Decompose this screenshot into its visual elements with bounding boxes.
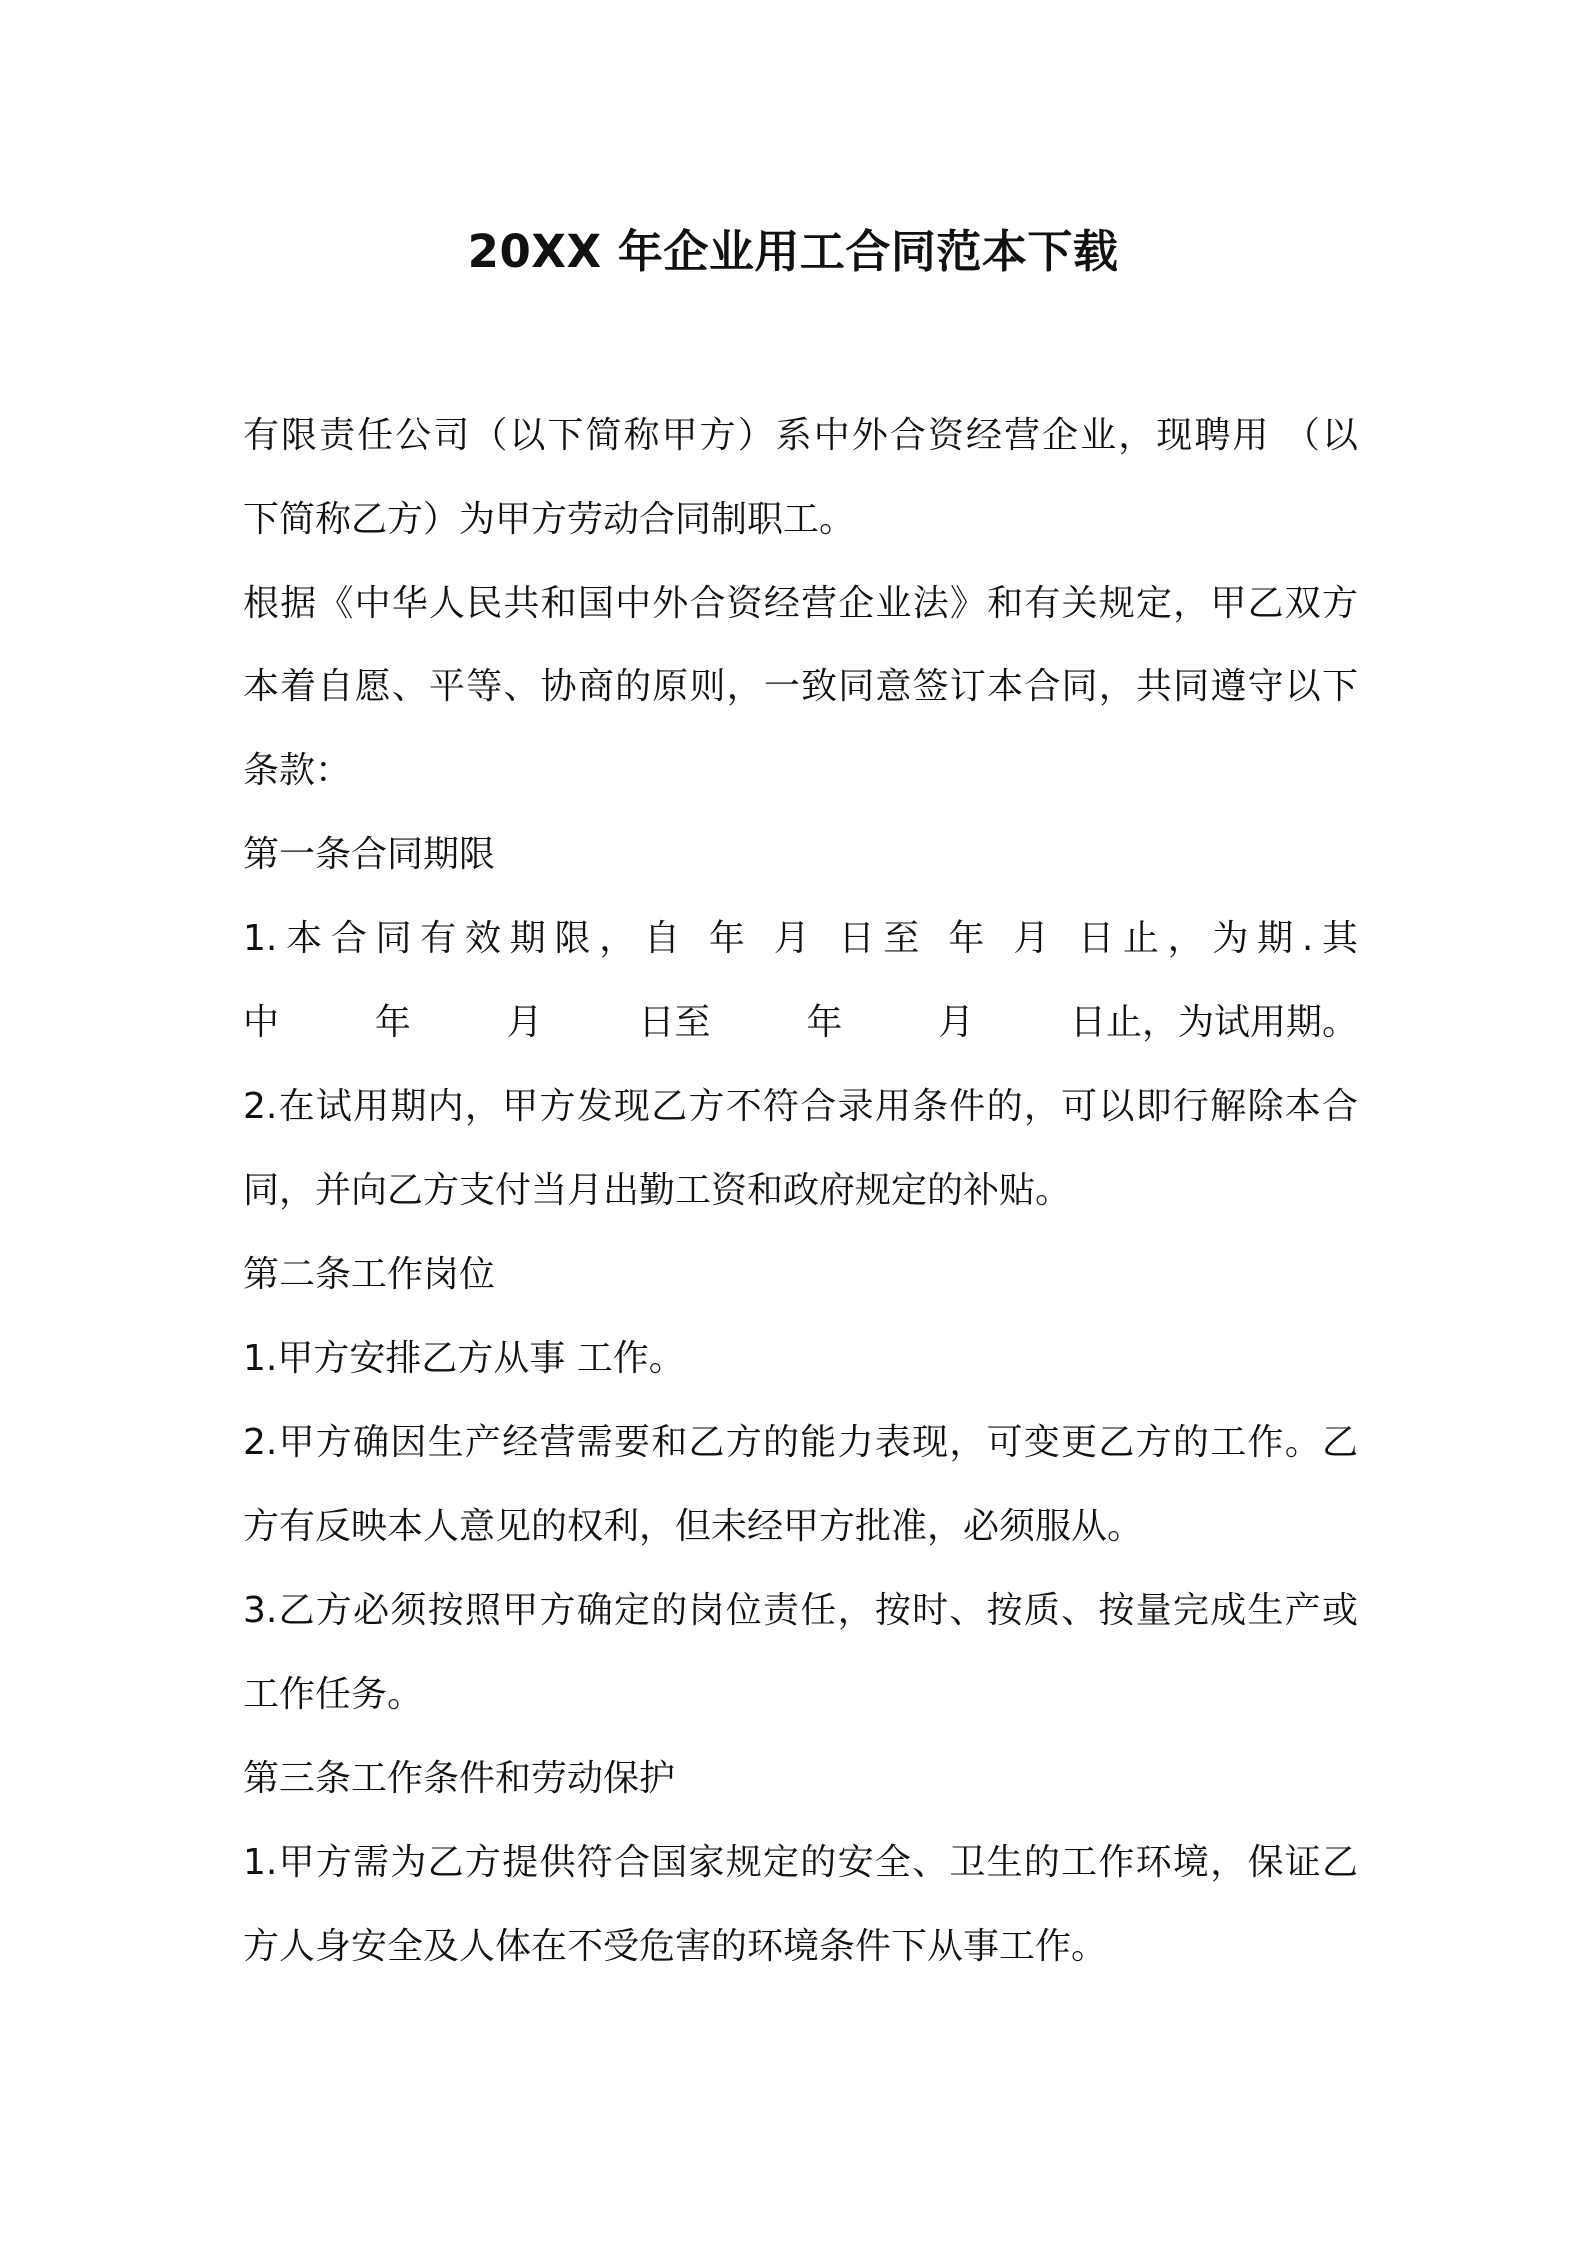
paragraph-line: 根据《中华人民共和国中外合资经营企业法》和有关规定，甲乙双方: [243, 583, 1358, 624]
trial-part: 日至: [638, 1002, 711, 1043]
section-heading: 第一条合同期限: [243, 834, 496, 875]
paragraph-line: 下简称乙方）为甲方劳动合同制职工。: [243, 499, 856, 540]
trial-period-line: [243, 999, 1358, 1047]
trial-part: 中: [243, 1002, 280, 1043]
trial-part: 年: [374, 1002, 411, 1043]
trial-part: 月: [938, 1002, 975, 1043]
paragraph-line: 方人身安全及人体在不受危害的环境条件下从事工作。: [243, 1926, 1108, 1967]
document-title: 20XX 年企业用工合同范本下载: [467, 225, 1119, 278]
section-heading: 第二条工作岗位: [243, 1254, 496, 1295]
paragraph-line: 工作任务。: [243, 1674, 424, 1715]
paragraph-line: 方有反映本人意见的权利，但未经甲方批准，必须服从。: [243, 1506, 1144, 1547]
paragraph-line: 本着自愿、平等、协商的原则，一致同意签订本合同，共同遵守以下: [243, 666, 1358, 707]
paragraph-line: 1.本合同有效期限，自 年 月 日至 年 月 日止，为期.其: [243, 918, 1358, 959]
paragraph-line: 2.甲方确因生产经营需要和乙方的能力表现，可变更乙方的工作。乙: [243, 1422, 1358, 1463]
trial-part: 月: [506, 1002, 543, 1043]
trial-part: 年: [806, 1002, 843, 1043]
paragraph-line: 2.在试用期内，甲方发现乙方不符合录用条件的，可以即行解除本合: [243, 1086, 1358, 1127]
paragraph-line: 条款：: [243, 750, 352, 791]
section-heading: 第三条工作条件和劳动保护: [243, 1758, 676, 1799]
paragraph-line: 1.甲方安排乙方从事 工作。: [243, 1338, 685, 1379]
paragraph-line: 1.甲方需为乙方提供符合国家规定的安全、卫生的工作环境，保证乙: [243, 1842, 1358, 1883]
paragraph-line: 有限责任公司（以下简称甲方）系中外合资经营企业，现聘用 （以: [243, 415, 1358, 456]
trial-part: 日止，为试用期。: [1069, 1002, 1358, 1043]
paragraph-line: 同，并向乙方支付当月出勤工资和政府规定的补贴。: [243, 1170, 1072, 1211]
paragraph-line: 3.乙方必须按照甲方确定的岗位责任，按时、按质、按量完成生产或: [243, 1590, 1358, 1631]
